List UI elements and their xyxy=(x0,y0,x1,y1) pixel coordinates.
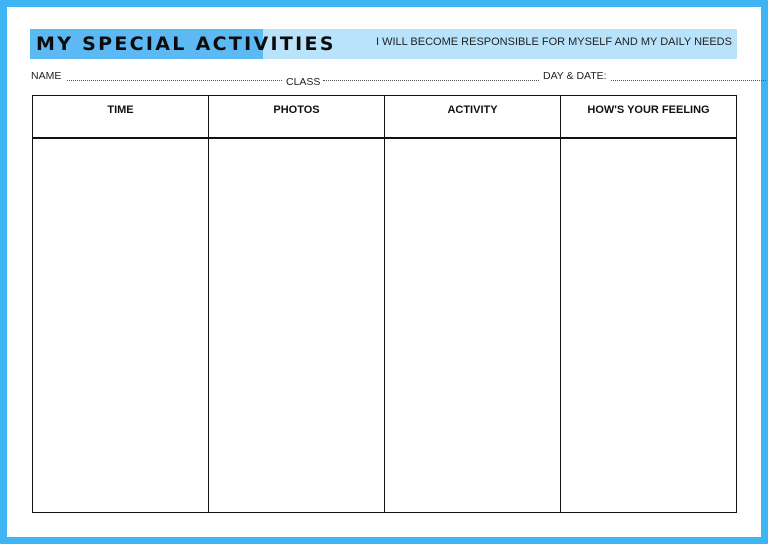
column-header-feeling: HOW'S YOUR FEELING xyxy=(561,96,737,138)
activity-cell[interactable] xyxy=(385,138,561,513)
table-header-row xyxy=(33,96,737,138)
activity-table xyxy=(32,95,737,513)
time-cell[interactable] xyxy=(33,138,209,513)
name-input-line[interactable] xyxy=(67,80,282,81)
photos-cell[interactable] xyxy=(209,138,385,513)
worksheet-subtitle: I WILL BECOME RESPONSIBLE FOR MYSELF AND MY DAILY NEEDS xyxy=(376,36,732,48)
worksheet-title: MY SPECIAL ACTIVITIES xyxy=(36,33,336,55)
name-label: NAME xyxy=(31,70,62,82)
column-header-activity: ACTIVITY xyxy=(385,96,561,138)
column-header-time: TIME xyxy=(33,96,209,138)
date-input-line[interactable] xyxy=(611,80,766,81)
table-row xyxy=(33,138,737,513)
column-header-photos: PHOTOS xyxy=(209,96,385,138)
date-label: DAY & DATE: xyxy=(543,70,607,82)
feeling-cell[interactable] xyxy=(561,138,737,513)
class-input-line[interactable] xyxy=(323,80,539,81)
class-label: CLASS xyxy=(286,76,321,88)
